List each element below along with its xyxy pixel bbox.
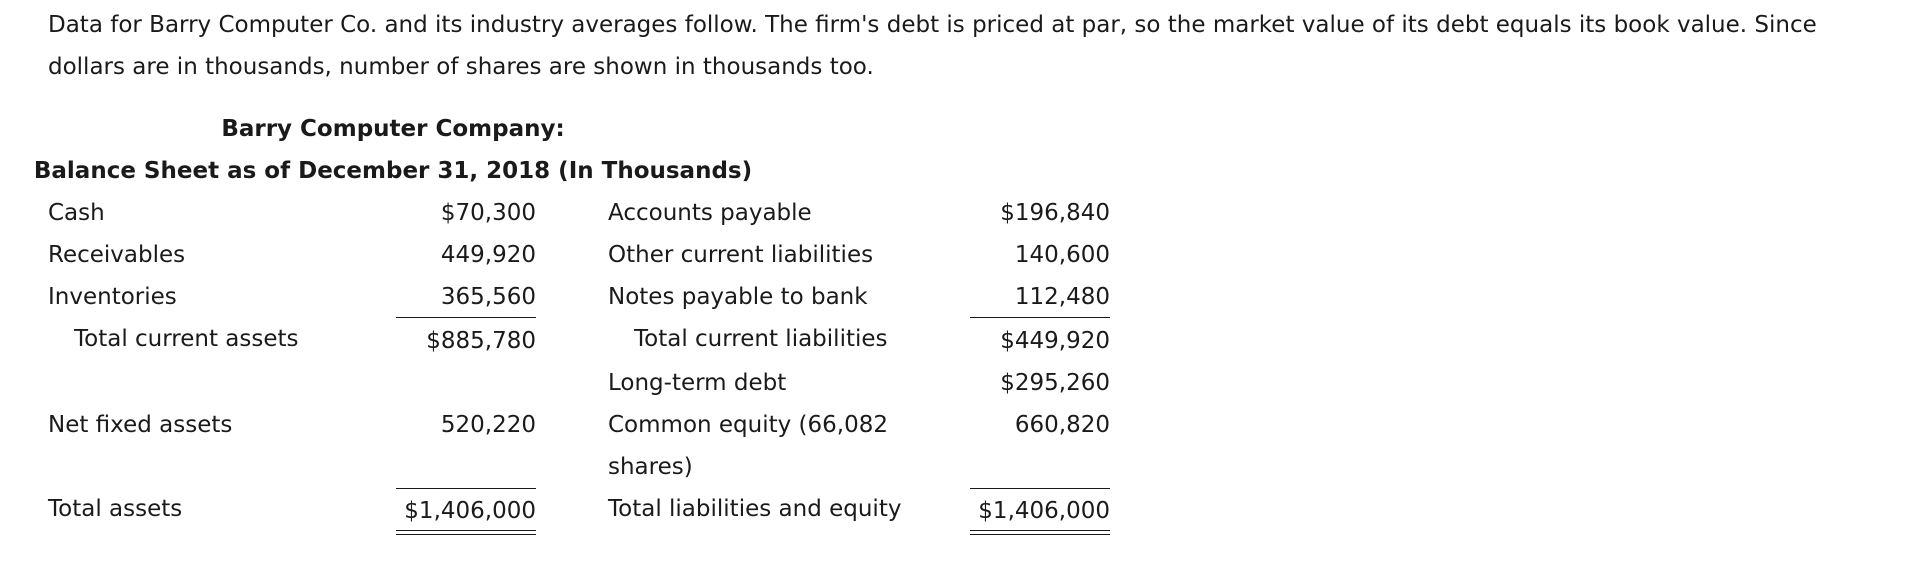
asset-label-inventories: Inventories [48, 284, 177, 310]
liability-label-total-current: Total current liabilities [634, 326, 888, 352]
asset-label-total: Total assets [48, 496, 183, 522]
intro-paragraph [48, 4, 1926, 88]
intro-line-2: dollars are in thousands, number of shares are shown in thousands too. [48, 54, 874, 80]
liability-label-notes-payable: Notes payable to bank [608, 284, 868, 310]
total-rule-liabilities [970, 488, 1110, 489]
asset-label-net-fixed: Net fixed assets [48, 412, 233, 438]
asset-value-net-fixed: 520,220 [440, 412, 536, 438]
asset-value-cash: $70,300 [440, 200, 536, 226]
liability-value-total: $1,406,000 [978, 498, 1110, 524]
liability-label-accounts-payable: Accounts payable [608, 200, 812, 226]
liability-label-common-equity-cont: shares) [608, 454, 693, 480]
liability-label-common-equity: Common equity (66,082 [608, 412, 889, 438]
liability-value-total-current: $449,920 [1000, 328, 1110, 354]
asset-value-receivables: 449,920 [440, 242, 536, 268]
subtotal-rule-assets [396, 317, 536, 318]
liability-label-other-current: Other current liabilities [608, 242, 874, 268]
asset-label-total-current: Total current assets [74, 326, 299, 352]
balance-sheet-title: Balance Sheet as of December 31, 2018 (In Thousands) [33, 158, 753, 184]
double-rule-liabilities [970, 530, 1110, 535]
asset-value-inventories: 365,560 [440, 284, 536, 310]
liability-value-common-equity: 660,820 [1014, 412, 1110, 438]
liability-value-other-current: 140,600 [1014, 242, 1110, 268]
liability-value-accounts-payable: $196,840 [1000, 200, 1110, 226]
total-rule-assets [396, 488, 536, 489]
liability-label-total: Total liabilities and equity [608, 496, 902, 522]
intro-line-1: Data for Barry Computer Co. and its industry averages follow. The firm's debt is priced at par, so the market value of its debt equals its book value. Since [48, 12, 1817, 38]
asset-value-total: $1,406,000 [404, 498, 536, 524]
liability-value-notes-payable: 112,480 [1014, 284, 1110, 310]
asset-value-total-current: $885,780 [426, 328, 536, 354]
asset-label-cash: Cash [48, 200, 105, 226]
liability-value-long-term-debt: $295,260 [1000, 370, 1110, 396]
company-title: Barry Computer Company: [221, 116, 565, 142]
double-rule-assets [396, 530, 536, 535]
subtotal-rule-liabilities [970, 317, 1110, 318]
liability-label-long-term-debt: Long-term debt [608, 370, 787, 396]
asset-label-receivables: Receivables [48, 242, 186, 268]
